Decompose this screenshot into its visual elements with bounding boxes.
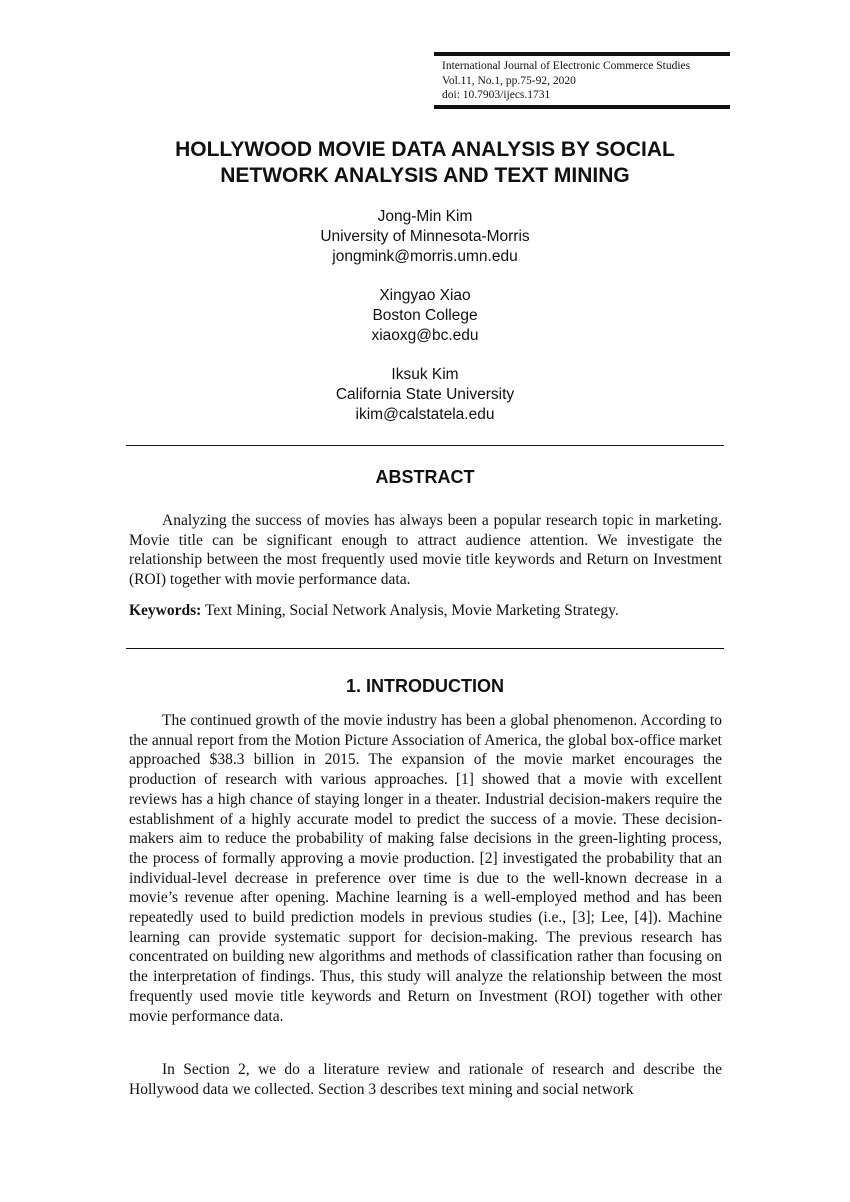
abstract-heading: ABSTRACT <box>375 467 475 487</box>
divider-bottom <box>126 648 724 649</box>
paper-title <box>100 137 750 189</box>
author-2 <box>100 286 750 346</box>
author-email: ikim@calstatela.edu <box>355 406 495 423</box>
introduction-paragraph-1: The continued growth of the movie industry has been a global phenomenon. According to the annual report from the Motion Picture Association of America, the global box-office market approached $38.3 billion in 2015. The expansion of the movie market encourages the production of research with various approaches. [1] showed that a movie with excellent reviews has a high chance of staying longer in a theater. Industrial decision-makers require the establishment of a highly accurate model to predict the success of a movie. These decision-makers aim to reduce the probability of making false decisions in the green-lighting process, the process of formally approving a movie production. [2] investigated the probability that an individual-level decrease in preference over time is due to the well-known decrease in a movie’s revenue after opening. Machine learning is a well-employed method and has been repeatedly used to build prediction models in previous studies (i.e., [3]; Lee, [4]). Machine learning can provide systematic support for decision-making. The previous research has concentrated on building new algorithms and methods of classification rather than focusing on the interpretation of findings. Thus, this study will analyze the relationship between the most frequently used movie title keywords and Return on Investment (ROI) together with other movie performance data. <box>129 712 722 1025</box>
journal-volume: Vol.11, No.1, pp.75-92, 2020 <box>442 74 576 87</box>
author-affiliation: Boston College <box>372 307 478 324</box>
keywords-label: Keywords: <box>129 602 202 619</box>
author-1 <box>100 207 750 267</box>
journal-name: International Journal of Electronic Commerce Studies <box>442 60 691 72</box>
abstract-text: Analyzing the success of movies has always been a popular research topic in marketing. Movie title can be significant enough to attract audience attention. We investigate the relationship between the most frequently used movie title keywords and Return on Investment (ROI) together with movie performance data. <box>129 512 722 589</box>
keywords-text: Text Mining, Social Network Analysis, Movie Marketing Strategy. <box>204 602 619 619</box>
journal-header <box>434 52 730 109</box>
author-3 <box>100 365 750 425</box>
author-email: xiaoxg@bc.edu <box>371 327 479 344</box>
author-affiliation: California State University <box>335 386 515 403</box>
author-email: jongmink@morris.umn.edu <box>332 248 518 265</box>
author-name: Jong-Min Kim <box>377 208 473 225</box>
author-name: Xingyao Xiao <box>379 287 471 304</box>
author-block <box>100 207 750 444</box>
title-line-1: HOLLYWOOD MOVIE DATA ANALYSIS BY SOCIAL <box>175 138 675 161</box>
introduction-heading: 1. INTRODUCTION <box>345 676 504 696</box>
keywords <box>129 601 722 621</box>
introduction-paragraph-2: In Section 2, we do a literature review and rationale of research and describe the Hollywood data we collected. Section 3 describes text mining and social network <box>129 1061 722 1098</box>
author-name: Iksuk Kim <box>391 366 459 383</box>
journal-doi: doi: 10.7903/ijecs.1731 <box>442 89 551 101</box>
divider-top <box>126 445 724 446</box>
author-affiliation: University of Minnesota-Morris <box>320 228 530 245</box>
header-rule-bottom <box>434 105 730 109</box>
title-line-2: NETWORK ANALYSIS AND TEXT MINING <box>220 164 630 187</box>
